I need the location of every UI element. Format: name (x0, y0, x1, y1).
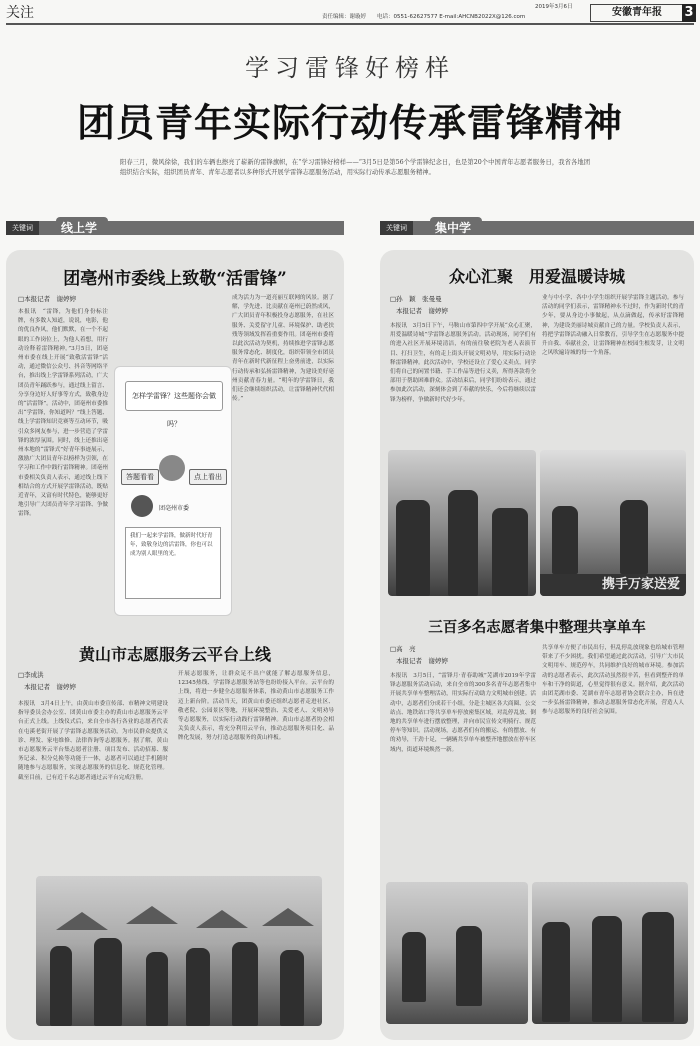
article-body-bozhou-cont: 成为活力为一道亮丽互联网的风景。据了解，学先进、比贡献在亳州已蔚然成风，广大团员青年积极投身志愿服务，在社区服务、关爱留守儿童、环境保护、助老扶残等领域发挥着重要作用。团亳州市委将以此次活动为契机，持续推进学雷锋志愿服务常态化、制度化，组织带领全市团员青年在新时代新征程上奋勇前进，以实际行动传承和弘扬雷锋精神，为建设美好亳州贡献青春力量。“明年的学雷锋日，我们还会继续组织活动，让雷锋精神代代相传。” (232, 295, 334, 403)
section-tag: 关键词 (6, 221, 39, 235)
mascot-icon (159, 455, 185, 481)
paper-name: 安徽青年报 (590, 4, 684, 22)
person-figure (552, 506, 578, 574)
byline: □孙 颖 张曼曼 (390, 295, 442, 303)
byline: 本报记者 谢婷婷 (24, 683, 76, 691)
quiz-question: 怎样学雷锋？这些题你会做吗？ (125, 381, 223, 411)
article-body-bozhou: 本报讯 “雷锋，为他们身份标注牌，有多数人知道，说说，电影，他的优良作风，他们默默，在一个不起眼的工作岗位上，为他人着想，用行动诠释着雷锋精神。”3月5日，团亳州市委在线上开展“致敬活雷锋”活动，通过微信公众号、抖音等网络平台，推出线上学雷锋系列活动，广大团员青年踊跃参与，通过线上留言、分享身边好人好事等方式，致敬身边的“活雷锋”。活动中，团亳州市委推出“学雷锋，你知道吗？”线上答题、线上学雷锋知识竞赛等互动环节，吸引众多网友参与，进一步营造了学雷锋的浓厚氛围。同时，线上还推出亳州本地的“雷锋式”好青年事迹展示，激励广大团员青年以榜样为引领，在学习和工作中践行雷锋精神。团亳州市委相关负责人表示，通过线上线下相结合的方式开展学雷锋活动，既贴近青年，又富有时代特色，能够更好地引导广大团员青年学习雷锋、争做雷锋。 (18, 309, 108, 518)
page-number: 3 (682, 4, 696, 22)
article-body-huangshan-cont: 开展志愿服务，让群众足不出户就能了解志愿服务信息，12345热线、学雷锋志愿服务站等也纷纷接入平台。云平台的上线，将进一步健全志愿服务体系，推动黄山市志愿服务工作迈上新台阶。活动当天，团黄山市委还组织志愿者走进社区、敬老院、公园景区等地，开展环境整治、关爱老人、文明劝导等志愿服务，以实际行动践行雷锋精神。黄山市志愿者协会相关负责人表示，将充分利用云平台，推动志愿服务项目化、品牌化发展，努力打造志愿服务的黄山样板。 (178, 671, 334, 742)
kicker-title: 学习雷锋好榜样 (245, 54, 455, 82)
avatar (131, 495, 153, 517)
right-column-panel (380, 250, 694, 1040)
byline: 本报记者 谢婷婷 (396, 307, 448, 315)
account-name: 团亳州市委 (159, 505, 190, 512)
person-figure (232, 942, 258, 1026)
section-label: 集中学 (435, 221, 472, 235)
article-body-huangshan: 本报讯 3月4日上午，由黄山市委宣传部、市精神文明建设指导委员会办公室、团黄山市委主办的黄山市志愿服务云平台正式上线。上线仪式后，来自全市各行各业的志愿者代表在屯溪老街开展了学雷锋志愿服务活动，为市民群众提供义诊、理发、家电维修、法律咨询等志愿服务。据了解，黄山市志愿服务云平台集志愿者注册、项目发布、活动招募、服务记录、积分兑换等功能于一体，志愿者可以通过手机随时随地参与志愿服务，实现志愿服务的信息化、规范化管理。截至目前，已有近千名志愿者通过云平台完成注册。 (18, 701, 168, 781)
article-title-huangshan: 黄山市志愿服务云平台上线 (78, 645, 271, 664)
section-label: 线上学 (61, 221, 98, 235)
person-figure (50, 946, 72, 1026)
tent-shape (196, 910, 248, 928)
photo-bike-arranging (386, 882, 528, 1024)
byline: 本报记者 谢婷婷 (396, 657, 448, 665)
section-tag: 关键词 (380, 221, 413, 235)
article-body-danche: 本报讯 3月5日，“雷锋月·青春助城”芜湖市2019年学雷锋志愿服务活动启动，来自全市的300多名青年志愿者集中开展共享单车整理活动，用实际行动助力文明城市创建。活动中，志愿者们分成若干小组，分赴主城区各大商圈、公交站点、地铁站口等共享单车停放密集区域，对乱停乱放、倒地的共享单车进行摆放整理，并向市民宣传文明骑行、规范停车等知识。活动现场，志愿者们有的搬运、有的摆放、有的劝导，干劲十足，一辆辆共享单车被整齐地摆放在停车区域内，街道环境焕然一新。 (390, 673, 536, 753)
person-figure (592, 916, 622, 1022)
section-bar-right (380, 221, 694, 235)
person-figure (146, 952, 168, 1026)
byline: □李成洪 (18, 671, 44, 679)
person-figure (542, 922, 570, 1022)
article-body-zhongxin-cont: 业与中小学、各中小学生组织开展学雷锋主题活动。参与活动的同学们表示，雷锋精神永不过时，作为新时代的青少年，要从身边小事做起，从点滴做起，传承好雷锋精神，为建设美丽诗城贡献自己的力量。学校负责人表示，将把学雷锋活动融入日常教育，引导学生在志愿服务中提升自我、奉献社会，让雷锋精神在校园生根发芽，让文明之风吹遍诗城的每一个角落。 (542, 295, 684, 357)
person-figure (620, 500, 648, 574)
person-figure (456, 926, 482, 1006)
tent-shape (126, 906, 178, 924)
byline: □本报记者 谢婷婷 (18, 295, 77, 303)
article-title-zhongxin: 众心汇聚 用爱温暖诗城 (448, 267, 625, 286)
editor-line: 责任编辑：谢璇婷 电话：0551-62627577 E-mail:AHCNB2022X@126.com (322, 14, 526, 20)
issue-date: 2019年3月6日 (535, 4, 573, 10)
tent-shape (262, 908, 314, 926)
person-figure (642, 912, 674, 1022)
photo-banner-text: 携手万家送爱 (540, 574, 686, 596)
byline: □高 亮 (390, 645, 416, 653)
page-header (0, 0, 700, 26)
message-card: 我们一起来学雷锋，做新时代好青年，致敬身边的活雷锋，你也可以成为别人眼里的光。 (125, 527, 221, 599)
phone-screenshot (114, 366, 232, 616)
person-figure (280, 950, 304, 1026)
photo-charity-event (388, 450, 536, 596)
article-title-bozhou: 团亳州市委线上致敬“活雷锋” (63, 269, 287, 289)
share-button: 点上看出 (189, 469, 227, 485)
quiz-button: 答题看看 (121, 469, 159, 485)
person-figure (94, 938, 122, 1026)
photo-volunteer-tents (36, 876, 322, 1026)
section-name: 关注 (6, 5, 34, 21)
section-bar-left (6, 221, 344, 235)
article-body-danche-cont: 共享单车方便了市民出行，但乱停乱放现象也给城市管理带来了不少困扰。我们希望通过此次活动，引导广大市民文明用车、规范停车，共同维护良好的城市环境。参加活动的志愿者表示，此次活动虽然很辛苦，但看到整齐的单车和干净的街道，心里觉得很有意义。据介绍，此次活动由团芜湖市委、芜湖市青年志愿者协会联合主办，旨在进一步弘扬雷锋精神，推动志愿服务常态化开展，营造人人参与志愿服务的良好社会氛围。 (542, 645, 684, 716)
photo-market-booth (540, 450, 686, 596)
person-figure (396, 500, 430, 596)
main-headline: 团员青年实际行动传承雷锋精神 (76, 100, 623, 145)
article-title-danche: 三百多名志愿者集中整理共享单车 (428, 619, 646, 636)
header-rule (6, 23, 694, 25)
person-figure (186, 948, 210, 1026)
photo-volunteers-bikes (532, 882, 688, 1024)
person-figure (402, 932, 426, 1002)
tent-shape (56, 912, 108, 930)
intro-paragraph: 阳春三月，微风徐徐，我们的车辆也擦亮了崭新的雷锋旗帜，在“学习雷锋好榜样——“3月5日是第56个学雷锋纪念日，也是第20个中国青年志愿者服务日，我省各地团组织结合实际，组织团员青年、青年志愿者以多种形式开展学雷锋志愿服务活动，用实际行动传承志愿服务精神。 (120, 159, 590, 176)
person-figure (492, 508, 528, 596)
article-body-zhongxin: 本报讯 3月5日下午，马鞍山市第四中学开展“众心汇聚，用爱温暖诗城”学雷锋志愿服务活动。活动现场，同学们有的进入社区开展环境清洁，有的前往敬老院为老人表演节目、打扫卫生，有的走上街头开展文明劝导，用实际行动诠释雷锋精神。此次活动中，学校还设立了爱心义卖点，同学们将自己的闲置书籍、手工作品等进行义卖，所得善款将全部用于帮助困难群众。活动结束后，同学们纷纷表示，通过参加此次活动，深刻体会到了奉献的快乐，今后将继续以雷锋为榜样，争做新时代好少年。 (390, 323, 536, 403)
person-figure (448, 490, 478, 596)
